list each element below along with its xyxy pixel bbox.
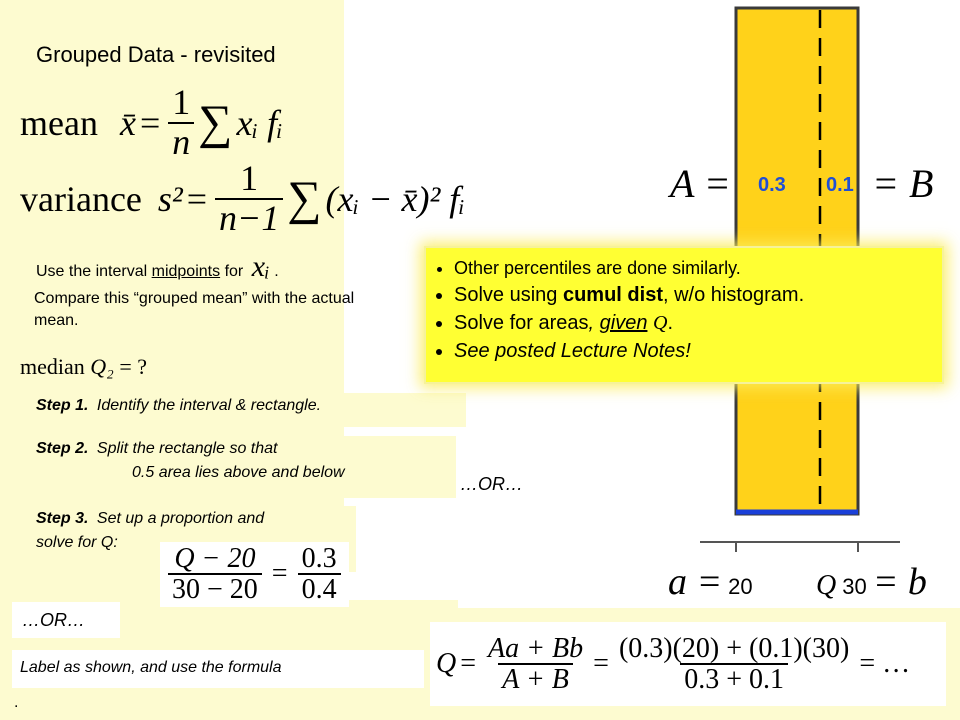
callout-item: • Other percentiles are done similarly. (454, 256, 932, 281)
equals-sign: = (593, 648, 609, 679)
mean-symbol: x̄ (119, 102, 136, 143)
mean-formula (20, 84, 283, 162)
weighted-fraction-numeric (615, 634, 853, 695)
area-left-value: 0.3 (758, 174, 786, 196)
or-label-lower: …OR… (12, 602, 120, 638)
callout-list (436, 256, 932, 365)
step-1-label: Step 1. (36, 397, 89, 414)
B-equals-label: = B (872, 161, 934, 206)
fraction-numerator: 1 (240, 158, 259, 198)
midpoints-note (36, 250, 279, 284)
mean-fraction (168, 84, 194, 162)
variance-term: (xᵢ − x̄)² fᵢ (325, 178, 465, 219)
bottom-dot: . (14, 694, 19, 711)
step-1-text: Identify the interval & rectangle. (96, 397, 322, 414)
fraction-numerator: 1 (172, 82, 191, 122)
sigma-symbol: ∑ (198, 96, 233, 150)
q-symbol: Q (436, 648, 457, 679)
callout-item: • Solve for areas, given Q. (454, 309, 932, 337)
median-line (20, 354, 147, 380)
numeric-numerator: (0.3)(20) + (0.1)(30) (618, 632, 850, 664)
midpoints-link: midpoints (151, 263, 221, 280)
equals-sign: = (271, 558, 288, 590)
q-axis-label: Q (816, 570, 837, 601)
weighted-formula (430, 622, 946, 706)
mean-label: mean (20, 102, 98, 143)
q2-symbol: Q₂ (90, 354, 114, 379)
equals-sign: = (460, 648, 477, 679)
compare-note: Compare this “grouped mean” with the actual mean. (34, 290, 355, 330)
callout-item: • See posted Lecture Notes! (454, 337, 932, 365)
variance-formula (20, 160, 465, 238)
variance-label: variance (20, 178, 142, 219)
ellipsis-tail: = … (859, 648, 911, 679)
weighted-numerator: Aa + Bb (488, 632, 584, 664)
rhs-denominator: 0.4 (298, 573, 341, 604)
weighted-denominator: A + B (498, 663, 573, 694)
equals-sign: = (139, 102, 161, 143)
b-equals-label: = b (872, 561, 927, 603)
step-2-label: Step 2. (36, 440, 89, 457)
page-title: Grouped Data - revisited (36, 42, 276, 67)
b-axis-label (816, 560, 927, 604)
lhs-denominator: 30 − 20 (168, 573, 262, 604)
step-1-box (26, 393, 466, 427)
midpoints-suffix: for (224, 263, 244, 280)
variance-symbol: s² (157, 178, 183, 219)
label-note: Label as shown, and use the formula (12, 650, 424, 688)
a-area-equation (670, 160, 731, 207)
fraction-denominator: n (168, 122, 194, 162)
b-area-equation (872, 160, 933, 207)
a-axis-label (668, 560, 753, 604)
midpoints-end: . (274, 263, 279, 280)
lhs-numerator: Q − 20 (174, 543, 256, 574)
numeric-denominator: 0.3 + 0.1 (680, 663, 788, 694)
median-rest: = ? (113, 354, 147, 379)
variance-fraction (215, 160, 283, 238)
step-2-text2: 0.5 area lies above and below (132, 464, 345, 481)
A-equals-label: A = (670, 161, 731, 206)
rhs-fraction (298, 544, 341, 605)
b-value: 30 (842, 574, 867, 599)
sigma-symbol: ∑ (287, 172, 322, 226)
fraction-denominator: n−1 (215, 198, 283, 238)
mean-term: xᵢ fᵢ (236, 102, 283, 143)
step-3-label: Step 3. (36, 510, 89, 527)
median-label: median (20, 354, 85, 379)
lhs-fraction (168, 544, 262, 605)
equals-sign: = (186, 178, 208, 219)
rhs-numerator: 0.3 (301, 543, 337, 574)
midpoints-prefix: Use the interval (36, 263, 148, 280)
a-value: 20 (728, 574, 753, 599)
step-2-text: Split the rectangle so that (96, 440, 278, 457)
step-3-text2: solve for Q: (36, 534, 118, 551)
weighted-fraction-symbolic (484, 634, 587, 695)
proportion-equation (160, 542, 349, 607)
step-2-box (26, 436, 456, 498)
step-3-text: Set up a proportion and (96, 510, 265, 527)
callout-box (426, 248, 942, 382)
xi-symbol: xᵢ (251, 250, 270, 283)
or-label-middle: …OR… (460, 474, 523, 494)
callout-item: • Solve using cumul dist, w/o histogram. (454, 281, 932, 309)
a-equals-label: a = (668, 561, 723, 603)
area-right-value: 0.1 (826, 174, 854, 196)
